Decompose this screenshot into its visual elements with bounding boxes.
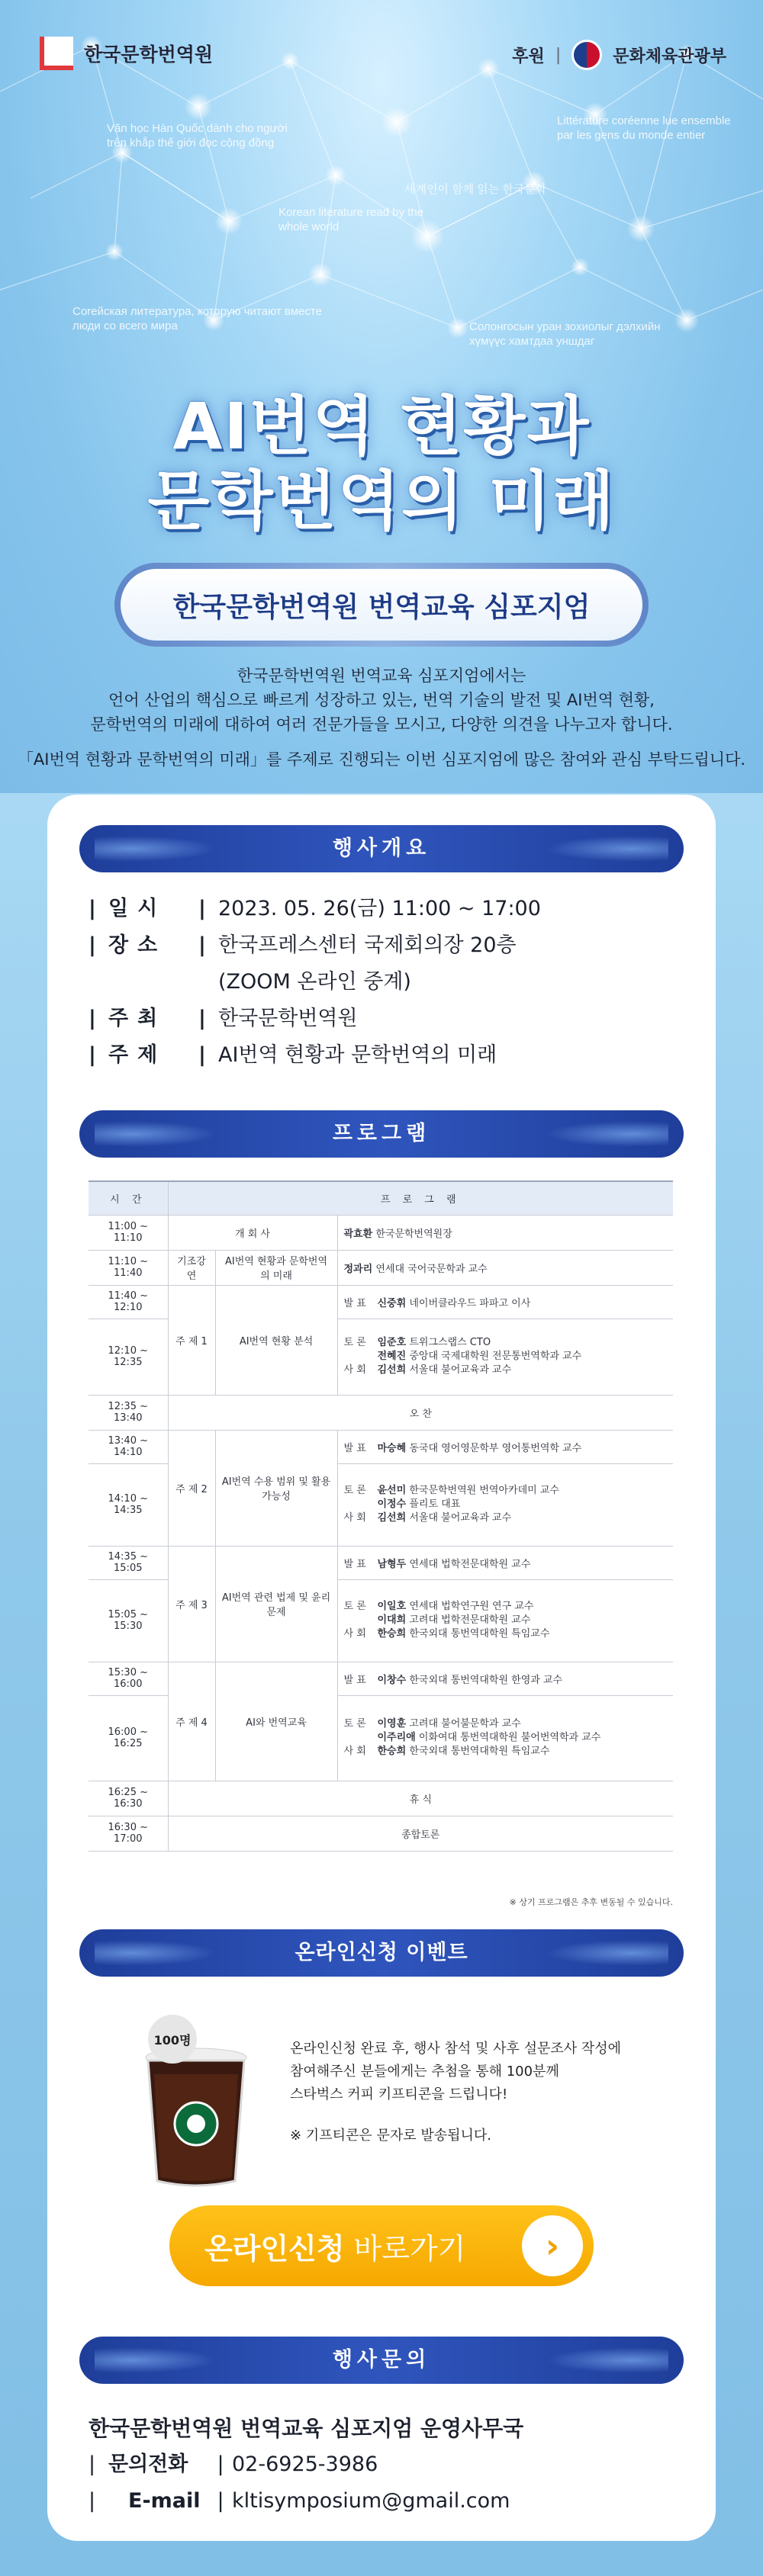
chevron-right-icon: › xyxy=(522,2215,583,2276)
date-label: 일시 xyxy=(108,897,167,920)
theme-label: 주제 xyxy=(108,1043,167,1067)
program-table xyxy=(89,1180,673,1852)
coffee-cup-icon xyxy=(139,2044,253,2189)
table-row: 14:10 ~ 14:35 토 론 윤선미 한국문학번역원 번역아카데미 교수 이정수 플리토 대표 사 회 김선희 서울대 불어교육과 교수 xyxy=(89,1463,673,1546)
event-banner xyxy=(79,1929,684,1977)
table-row: 15:30 ~ 16:00 주 제 4 AI와 번역교육 발 표 이창수 한국외대 통번역대학원 한영과 교수 xyxy=(89,1662,673,1695)
table-row: 15:05 ~ 15:30 토 론 이일호 연세대 법학연구원 연구 교수 이대희 고려대 법학전문대학원 교수 사 회 한승희 한국외대 통번역대학원 특임교수 xyxy=(89,1579,673,1662)
contact-banner-label: 행사문의 xyxy=(332,2348,431,2372)
intro-line: 문학번역의 미래에 대하여 여러 전문가들을 모시고, 다양한 의견을 나누고자 합니다. xyxy=(90,715,673,734)
overview-row-host: | 주최 | 한국문학번역원 xyxy=(89,1001,684,1037)
table-row: 13:40 ~ 14:10 주 제 2 AI번역 수용 범위 및 활용 가능성 발 표 마승혜 동국대 영어영문학부 영어통번역학 교수 xyxy=(89,1430,673,1463)
overview-row-place: | 장소 | 한국프레스센터 국제회의장 20층 (ZOOM 온라인 중계) xyxy=(89,927,684,1001)
overview-row-theme: | 주제 | AI번역 현황과 문학번역의 미래 xyxy=(89,1037,684,1074)
sponsor-divider: | xyxy=(555,45,562,65)
contact-email-row: | E-mail | kltisymposium@gmail.com xyxy=(89,2483,684,2520)
online-apply-button[interactable] xyxy=(169,2205,594,2286)
phone-label: 문의전화 xyxy=(108,2452,188,2476)
col-program-header: 프 로 그 램 xyxy=(168,1181,673,1215)
event-text-line: 참여해주신 분들에게는 추첨을 통해 100분께 xyxy=(290,2064,559,2080)
prize-count-badge: 100명 xyxy=(148,2015,197,2064)
sponsor xyxy=(512,40,726,70)
table-row: 14:35 ~ 15:05 주 제 3 AI번역 관련 법제 및 윤리 문제 발 표 남형두 연세대 법학전문대학원 교수 xyxy=(89,1546,673,1579)
content-card xyxy=(47,795,716,2541)
overview-banner-label: 행사개요 xyxy=(332,837,431,860)
table-row: 11:00 ~ 11:10 개 회 사 곽효환 한국문학번역원장 xyxy=(89,1215,673,1250)
contact-phone-row: | 문의전화 | 02-6925-3986 xyxy=(89,2446,684,2483)
logo-text: 한국문학번역원 xyxy=(84,43,214,66)
contact-banner xyxy=(79,2337,684,2384)
government-emblem-icon xyxy=(571,40,602,70)
table-row: 11:40 ~ 12:10 주 제 1 AI번역 현황 분석 발 표 신중휘 네이버클라우드 파파고 이사 xyxy=(89,1285,673,1319)
sponsor-label: 후원 xyxy=(512,47,545,66)
email-value[interactable]: kltisymposium@gmail.com xyxy=(232,2489,510,2513)
hero-title-line: 문학번역의 미래 xyxy=(147,464,616,538)
float-text: Littérature coréenne lue ensemble par les gens du monde entier xyxy=(557,114,731,142)
float-text: 세계인이 함께 읽는 한국문학 xyxy=(404,183,547,196)
logo[interactable] xyxy=(40,37,213,70)
cta-bold-label: 온라인신청 xyxy=(204,2231,345,2266)
hero-title-line: AI번역 현황과 xyxy=(172,389,591,464)
float-text: Korean literature read by the whole world xyxy=(278,206,424,233)
table-header-row xyxy=(89,1181,673,1215)
intro-line: 한국문학번역원 번역교육 심포지엄에서는 xyxy=(237,666,526,685)
host-label: 주최 xyxy=(108,1007,167,1030)
overview-list xyxy=(89,891,684,1074)
subtitle-pill xyxy=(114,563,649,647)
overview-banner xyxy=(79,825,684,872)
subtitle-text: 한국문학번역원 번역교육 심포지엄 xyxy=(121,569,642,641)
sponsor-name: 문화체육관광부 xyxy=(613,47,726,66)
host-value: 한국문학번역원 xyxy=(218,1007,358,1030)
place-value: 한국프레스센터 국제회의장 20층 xyxy=(218,933,517,957)
event-text-line: ※ 기프티콘은 문자로 발송됩니다. xyxy=(290,2128,492,2144)
event-description xyxy=(290,2038,687,2147)
table-row: 11:10 ~ 11:40 기조강연 AI번역 현황과 문학번역의 미래 정과리 연세대 국어국문학과 교수 xyxy=(89,1250,673,1285)
place-sub: (ZOOM 온라인 중계) xyxy=(218,970,411,994)
float-text: Văn học Hàn Quốc dành cho người trên khắp thế giới đọc cộng đồng xyxy=(107,122,288,149)
event-text-line: 온라인신청 완료 후, 행사 참석 및 사후 설문조사 작성에 xyxy=(290,2041,622,2057)
event-text-line: 스타벅스 커피 키프티콘을 드립니다! xyxy=(290,2086,508,2102)
program-banner-label: 프로그램 xyxy=(332,1122,431,1145)
table-row: 16:00 ~ 16:25 토 론 이영훈 고려대 불어불문학과 교수 이주리애 이화여대 통번역대학원 불어번역학과 교수 사 회 한승희 한국외대 통번역대학원 특임교수 xyxy=(89,1695,673,1781)
event-banner-label: 온라인신청 이벤트 xyxy=(295,1941,468,1964)
table-row: 16:25 ~ 16:30 휴 식 xyxy=(89,1781,673,1816)
logo-mark-icon xyxy=(40,37,73,70)
date-value: 2023. 05. 26(금) 11:00 ~ 17:00 xyxy=(218,897,541,920)
hero xyxy=(0,0,763,793)
intro-line: 언어 산업의 핵심으로 빠르게 성장하고 있는, 번역 기술의 발전 및 AI번역 현황, xyxy=(108,691,655,709)
overview-row-date: | 일시 | 2023. 05. 26(금) 11:00 ~ 17:00 xyxy=(89,891,684,927)
phone-value[interactable]: 02-6925-3986 xyxy=(232,2452,378,2476)
email-label: E-mail xyxy=(128,2489,201,2513)
program-banner xyxy=(79,1110,684,1158)
theme-value: AI번역 현황과 문학번역의 미래 xyxy=(218,1043,497,1067)
table-row: 12:35 ~ 13:40 오 찬 xyxy=(89,1395,673,1430)
cta-label: 바로가기 xyxy=(353,2231,466,2266)
hero-title xyxy=(0,389,763,538)
place-label: 장소 xyxy=(108,933,167,957)
intro-text xyxy=(15,663,748,772)
float-text: Corейская литература, которую читают вместе люди со всего мира xyxy=(72,305,322,332)
intro-line: 「AI번역 현황과 문학번역의 미래」를 주제로 진행되는 이번 심포지엄에 많은 참여와 관심 부탁드립니다. xyxy=(17,750,746,769)
program-note: ※ 상기 프로그램은 추후 변동될 수 있습니다. xyxy=(509,1897,673,1907)
col-time-header: 시 간 xyxy=(89,1181,168,1215)
float-text: Солонгосын уран зохиолыг дэлхийн хүмүүс хамтдаа уншдаг xyxy=(469,320,661,348)
contact-info xyxy=(89,2411,684,2520)
table-row: 16:30 ~ 17:00 종합토론 xyxy=(89,1816,673,1851)
contact-org: 한국문학번역원 번역교육 심포지엄 운영사무국 xyxy=(89,2416,524,2441)
table-row: 12:10 ~ 12:35 토 론 임준호 트위그스랩스 CTO 전혜진 중앙대 국제대학원 전문통번역학과 교수 사 회 김선희 서울대 불어교육과 교수 xyxy=(89,1319,673,1395)
